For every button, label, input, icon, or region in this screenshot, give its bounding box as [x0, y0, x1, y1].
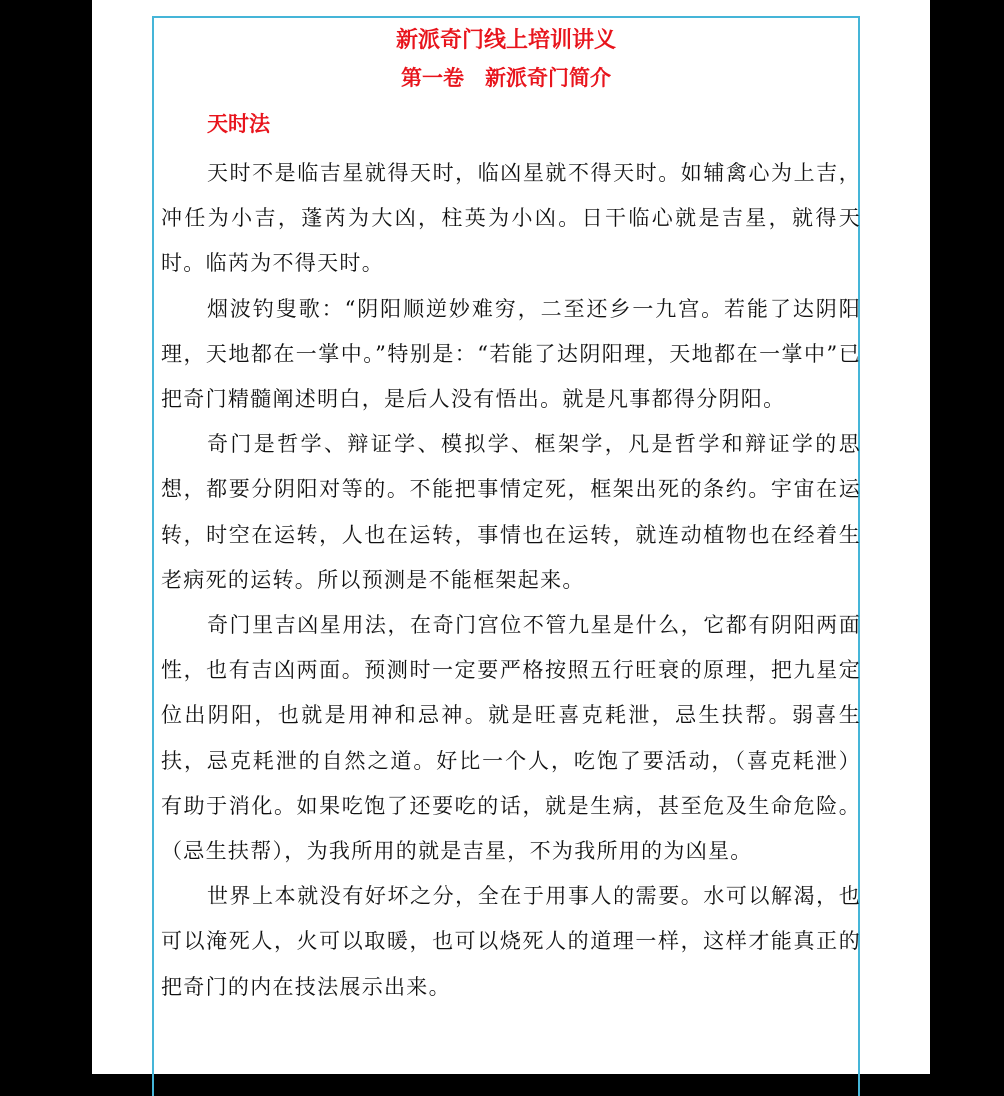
- document-title: 新派奇门线上培训讲义: [395, 27, 616, 53]
- paragraph: 世界上本就没有好坏之分，全在于用事人的需要。水可以解渴，也可以淹死人，火可以取暖，也可以烧死人的道理一样，这样才能真正的把奇门的内在技法展示出来。: [161, 884, 861, 999]
- document-page: [92, 0, 930, 1074]
- body-text: [161, 151, 861, 1010]
- section-title: 天时法: [207, 111, 270, 136]
- paragraph: 奇门里吉凶星用法，在奇门宫位不管九星是什么，它都有阴阳两面性，也有吉凶两面。预测时一定要严格按照五行旺衰的原理，把九星定位出阴阳，也就是用神和忌神。就是旺喜克耗泄，忌生扶帮。弱喜生扶，忌克耗泄的自然之道。好比一个人，吃饱了要活动，（喜克耗泄）有助于消化。如果吃饱了还要吃的话，就是生病，甚至危及生命危险。（忌生扶帮），为我所用的就是吉星，不为我所用的为凶星。: [161, 613, 861, 864]
- volume-subtitle: 第一卷 新派奇门简介: [401, 65, 611, 90]
- paragraph: 烟波钓叟歌：“阴阳顺逆妙难穷，二至还乡一九宫。若能了达阴阳理，天地都在一掌中。”特别是：“若能了达阴阳理，天地都在一掌中”已把奇门精髓阐述明白，是后人没有悟出。就是凡事都得分阴阳。: [161, 296, 861, 412]
- paragraph: 奇门是哲学、辩证学、模拟学、框架学，凡是哲学和辩证学的思想，都要分阴阳对等的。不能把事情定死，框架出死的条约。宇宙在运转，时空在运转，人也在运转，事情也在运转，就连动植物也在经着生老病死的运转。所以预测是不能框架起来。: [161, 432, 861, 592]
- paragraph: 天时不是临吉星就得天时，临凶星就不得天时。如辅禽心为上吉，冲任为小吉，蓬芮为大凶，柱英为小凶。日干临心就是吉星，就得天时。临芮为不得天时。: [161, 161, 861, 276]
